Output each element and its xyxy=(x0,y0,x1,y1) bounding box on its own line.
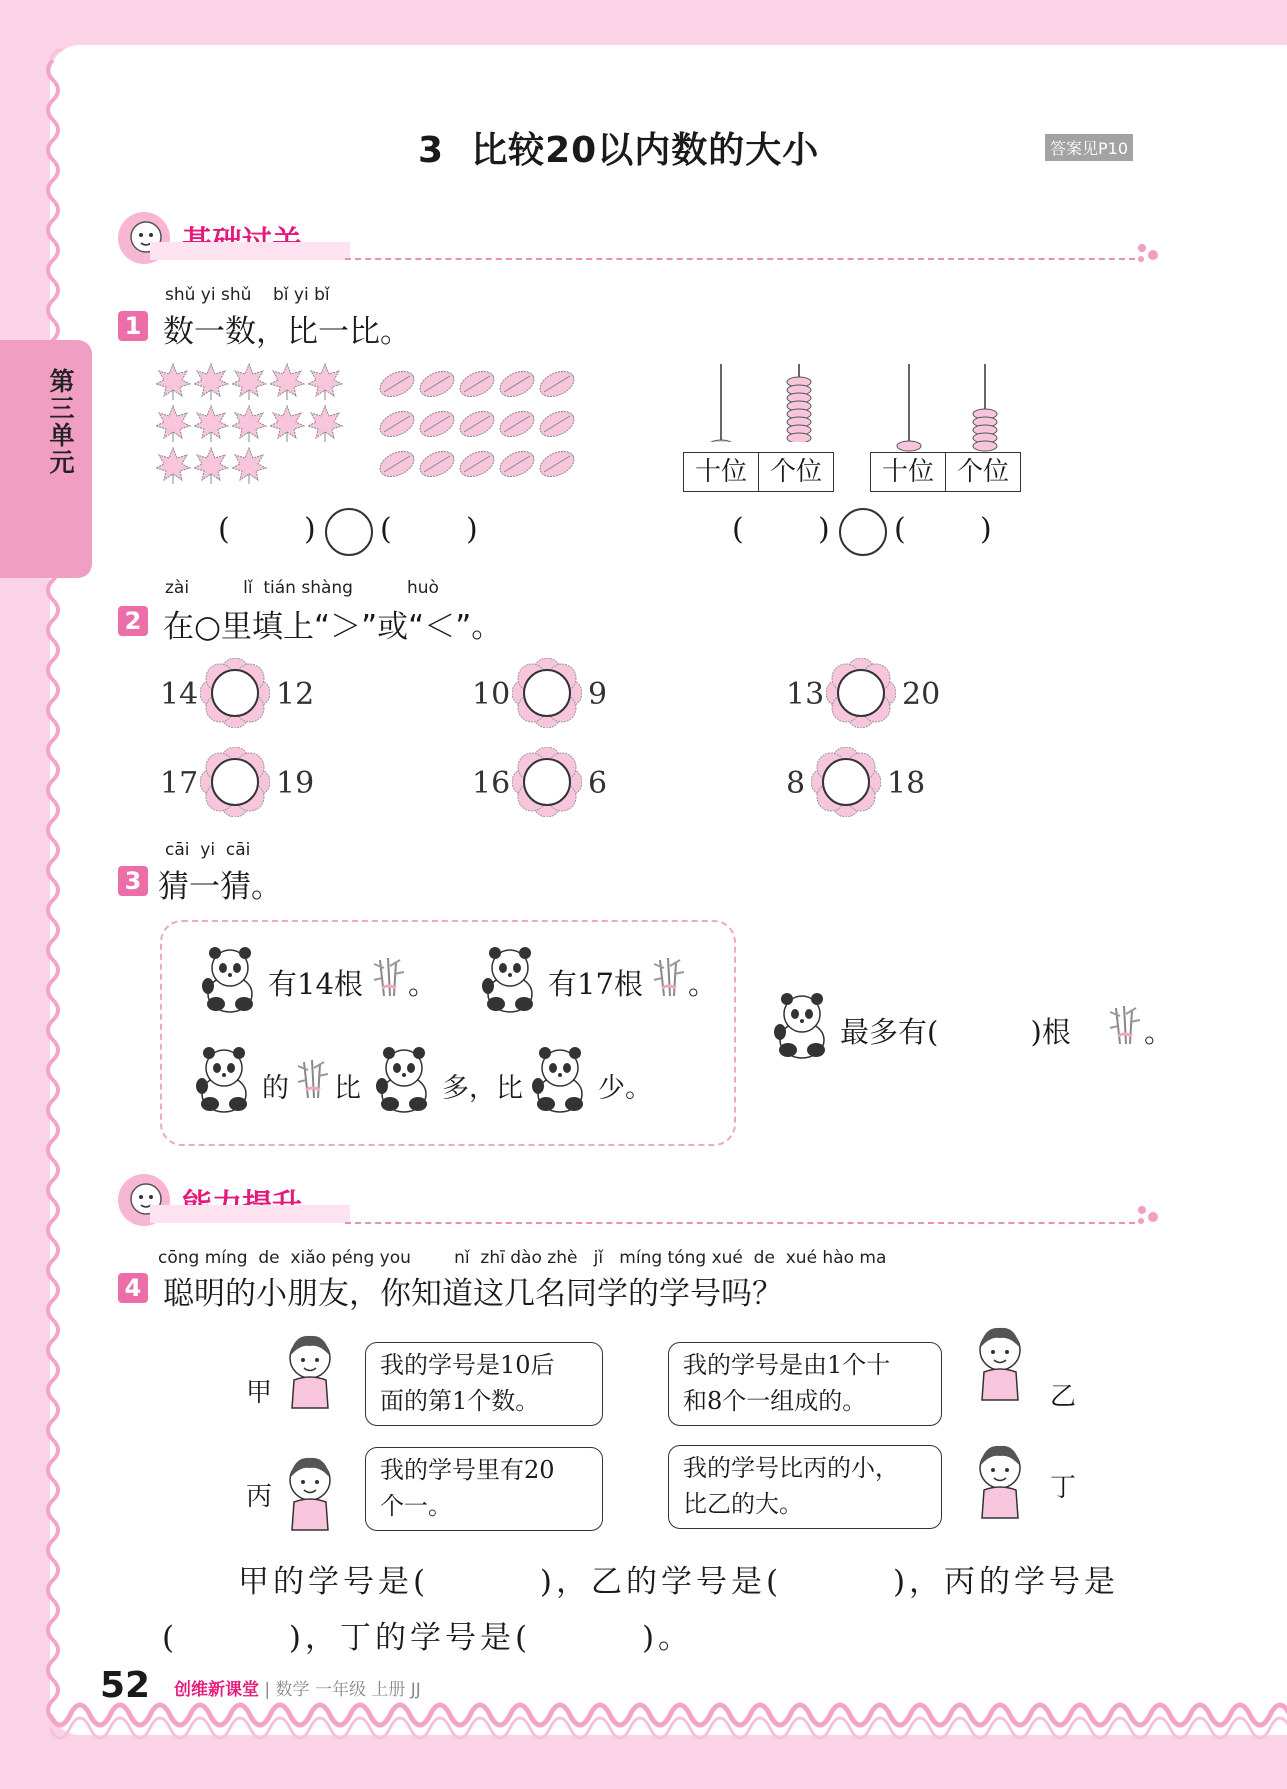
footer-info xyxy=(174,1675,421,1700)
speech-bubble-yi xyxy=(668,1342,942,1426)
compare-right-number: 6 xyxy=(588,766,608,801)
flower-answer-circle[interactable] xyxy=(512,658,582,728)
bubble-line: 比乙的大。 xyxy=(683,1490,803,1518)
word-shao: 少。 xyxy=(598,1073,652,1104)
panda1-bamboo-count: 有14根 xyxy=(268,967,363,1001)
section-divider xyxy=(345,1222,1135,1224)
compare-left-number: 14 xyxy=(160,677,199,712)
boy-ding-icon xyxy=(970,1440,1034,1522)
answer-paren-open[interactable]: ( xyxy=(380,512,392,547)
boy-jia-icon xyxy=(280,1330,344,1412)
unit-side-tab xyxy=(0,340,92,578)
q3-text: 猜一猜。 xyxy=(158,869,282,905)
student-jia-name: 甲 xyxy=(246,1378,273,1408)
student-yi-name: 乙 xyxy=(1050,1382,1077,1412)
answer-paren-close[interactable]: ) xyxy=(980,512,992,547)
most-bamboo-question[interactable]: 最多有( )根 xyxy=(840,1015,1071,1049)
panda2-bamboo-count: 有17根 xyxy=(548,967,643,1001)
q1-number: 1 xyxy=(118,311,148,341)
answer-paren-open[interactable]: ( xyxy=(732,512,744,547)
divider-dot xyxy=(1148,250,1158,260)
unit-label: 第三单元 xyxy=(46,368,75,476)
bubble-line: 我的学号里有20 xyxy=(380,1456,555,1484)
compare-left-number: 10 xyxy=(472,677,511,712)
q2-text: 在○里填上“＞”或“＜”。 xyxy=(163,609,503,645)
q1-text: 数一数，比一比。 xyxy=(163,314,411,350)
compare-right-number: 20 xyxy=(902,677,941,712)
divider-dot xyxy=(1138,1206,1146,1214)
speech-bubble-jia xyxy=(365,1342,603,1426)
compare-left-number: 16 xyxy=(472,766,511,801)
section-title-underlay xyxy=(150,242,350,260)
q4-pinyin: cōng míng de xiǎo péng you nǐ zhī dào zhè jǐ míng tóng xué de xué hào ma xyxy=(158,1248,887,1268)
answer-paren-open[interactable]: ( xyxy=(218,512,230,547)
page-title: 3 比较20以内数的大小 xyxy=(418,130,820,171)
word-duo-bi: 多，比 xyxy=(442,1073,523,1104)
q2-number: 2 xyxy=(118,606,148,636)
student-ding-name: 丁 xyxy=(1050,1473,1077,1503)
sentence-period: 。 xyxy=(688,967,718,1001)
compare-right-number: 19 xyxy=(276,766,315,801)
flower-answer-circle[interactable] xyxy=(200,747,270,817)
q3-number: 3 xyxy=(118,866,148,896)
compare-circle[interactable] xyxy=(325,508,373,556)
ones-label: 个位 xyxy=(946,452,1021,492)
q3-pinyin: cāi yi cāi xyxy=(165,840,251,860)
compare-circle[interactable] xyxy=(839,508,887,556)
panda-icon xyxy=(770,990,840,1062)
compare-right-number: 18 xyxy=(887,766,926,801)
divider-dot xyxy=(1138,244,1146,252)
compare-right-number: 9 xyxy=(588,677,608,712)
flower-answer-circle[interactable] xyxy=(811,747,881,817)
panda-icon xyxy=(198,944,268,1016)
abacus-2-label-box xyxy=(870,452,1021,492)
bamboo-icon xyxy=(1108,1004,1144,1048)
panda-icon xyxy=(478,944,548,1016)
section-divider xyxy=(345,258,1135,260)
word-bi: 比 xyxy=(334,1073,361,1104)
divider-dot xyxy=(1138,256,1144,262)
flower-answer-circle[interactable] xyxy=(512,747,582,817)
flower-answer-circle[interactable] xyxy=(826,658,896,728)
answer-line-1[interactable]: 甲的学号是( )，乙的学号是( )，丙的学号是 xyxy=(238,1564,1120,1600)
answer-reference: 答案见P10 xyxy=(1045,134,1133,161)
answer-paren-close[interactable]: ) xyxy=(818,512,830,547)
compare-right-number: 12 xyxy=(276,677,315,712)
tens-label: 十位 xyxy=(870,452,946,492)
bottom-wave-border xyxy=(50,1700,1287,1755)
q2-pinyin: zài lǐ tián shàng huò xyxy=(165,578,439,598)
answer-paren-open[interactable]: ( xyxy=(894,512,906,547)
bubble-line: 面的第1个数。 xyxy=(380,1387,540,1415)
bubble-line: 我的学号是由1个十 xyxy=(683,1351,891,1379)
panda-icon xyxy=(528,1044,598,1116)
tens-label: 十位 xyxy=(683,452,759,492)
bubble-line: 我的学号是10后 xyxy=(380,1351,555,1379)
speech-bubble-ding xyxy=(668,1445,942,1529)
left-wave-border xyxy=(38,60,68,1720)
panda-icon xyxy=(192,1044,262,1116)
bubble-line: 和8个一组成的。 xyxy=(683,1387,867,1415)
flower-answer-circle[interactable] xyxy=(200,658,270,728)
answer-paren-close[interactable]: ) xyxy=(304,512,316,547)
answer-paren-close[interactable]: ) xyxy=(466,512,478,547)
maple-leaves-group xyxy=(155,362,355,487)
abacus-rods-1 xyxy=(684,362,839,442)
student-bing-name: 丙 xyxy=(246,1482,273,1512)
footer-separator: | xyxy=(264,1680,271,1700)
speech-bubble-bing xyxy=(365,1447,603,1531)
bamboo-icon xyxy=(372,956,408,1000)
divider-dot xyxy=(1138,1218,1144,1224)
q1-pinyin: shǔ yi shǔ bǐ yi bǐ xyxy=(165,285,330,305)
q4-number: 4 xyxy=(118,1273,148,1303)
sentence-period: 。 xyxy=(1144,1015,1174,1049)
ones-label: 个位 xyxy=(759,452,834,492)
compare-left-number: 13 xyxy=(786,677,825,712)
girl-bing-icon xyxy=(280,1452,344,1534)
compare-left-number: 17 xyxy=(160,766,199,801)
footer-subject: 数学 一年级 上册 JJ xyxy=(275,1680,421,1700)
word-de: 的 xyxy=(262,1073,289,1104)
page-number: 52 xyxy=(100,1665,151,1706)
answer-line-2[interactable]: ( )，丁的学号是( )。 xyxy=(162,1620,694,1656)
q4-text: 聪明的小朋友，你知道这几名同学的学号吗？ xyxy=(163,1276,783,1312)
bubble-line: 我的学号比丙的小， xyxy=(683,1454,899,1482)
bubble-line: 个一。 xyxy=(380,1492,452,1520)
oval-leaves-group xyxy=(378,368,588,488)
section-title-underlay xyxy=(150,1205,350,1223)
sentence-period: 。 xyxy=(408,967,438,1001)
divider-dot xyxy=(1148,1212,1158,1222)
bamboo-icon xyxy=(296,1058,332,1102)
compare-left-number: 8 xyxy=(786,766,806,801)
footer-brand: 创维新课堂 xyxy=(174,1680,259,1700)
abacus-rods-2 xyxy=(870,362,1025,454)
bamboo-icon xyxy=(652,956,688,1000)
girl-yi-icon xyxy=(970,1322,1034,1404)
panda-icon xyxy=(372,1044,442,1116)
abacus-1-label-box xyxy=(683,452,834,492)
